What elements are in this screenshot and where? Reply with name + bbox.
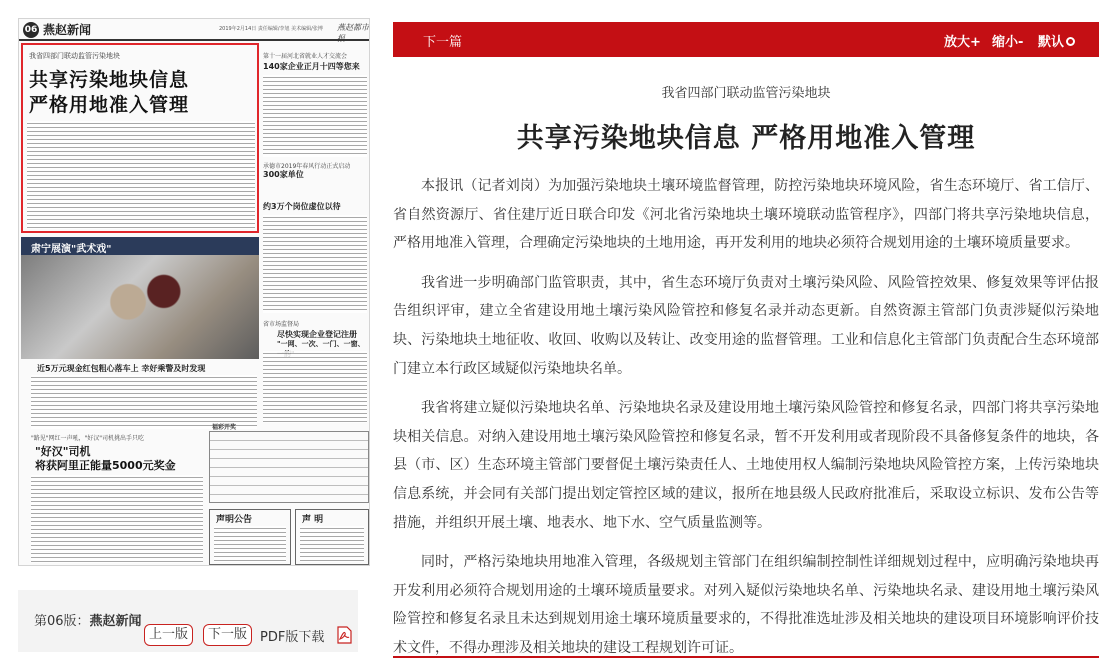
date-line: 2019年2月14日 责任编辑/李旭 美术编辑/张博 — [219, 26, 323, 32]
story-headline-1[interactable]: 近5万元现金红包粗心落车上 幸好乘警及时发现 — [37, 364, 206, 373]
notice-left-title: 声明公告 — [216, 515, 253, 525]
opera-banner[interactable] — [21, 237, 259, 255]
pdf-icon[interactable] — [336, 626, 352, 644]
notice-box-left[interactable] — [209, 509, 291, 565]
next-article-link[interactable]: 下一篇 — [423, 35, 463, 50]
article-headline: 共享污染地块信息 严格用地准入管理 — [516, 123, 976, 154]
right-col-kicker-2[interactable]: 承德市2019年春风行动正式启动 — [263, 163, 351, 170]
mid-headline[interactable]: 尽快实现企业登记注册 — [277, 330, 357, 339]
edition-prefix: 第06版： — [34, 614, 90, 629]
article-toolbar — [393, 22, 1099, 57]
story-text-2 — [31, 475, 203, 563]
article-paragraph-1: 本报讯（记者刘岗）为加强污染地块土壤环境监督管理，防控污染地块环境风险，省生态环境厅、省工信厅、省自然资源厅、省住建厅近日联合印发《河北省污染地块土壤环境联动监管程序》，四部门将共享污染地块信息，严格用地准入管理，合理确定污染地块的土地用途，再开发利用的地块必须符合规划用途的土壤环境质量要求。 — [393, 178, 1099, 252]
paper-logo: 燕赵都市报 — [337, 23, 369, 43]
story-headline-2[interactable]: "好汉"司机 — [35, 445, 91, 458]
notice-box-right[interactable] — [295, 509, 369, 565]
page-number-badge: 06 — [23, 22, 39, 38]
bottom-divider — [393, 656, 1099, 658]
section-name: 燕赵新闻 — [43, 23, 92, 37]
right-col-text — [263, 75, 367, 157]
article-kicker: 我省四部门联动监管污染地块 — [661, 86, 831, 101]
zoom-in-button[interactable]: 放大+ — [944, 35, 981, 50]
edition-label — [34, 610, 142, 629]
edition-nav — [18, 590, 358, 652]
mid-subheadline[interactable]: "一网、一次、一门、一窗、 — [277, 340, 365, 348]
article-paragraph-4: 同时，严格污染地块用地准入管理，各级规划主管部门在组织编制控制性详细规划过程中，应明确污染地块再开发利用必须符合规划用途的土壤环境质量要求。对列入疑似污染地块名单、污染地块名录、建设用地土壤污染风险管控和修复名录且未达到规划用途土壤环境质量要求的，不得批准选址涉及相关地块的建设项目环境影响评价技术文件，不得办理涉及相关地块的建设工程规划许可证。 — [393, 554, 1099, 656]
opera-photo[interactable] — [21, 255, 259, 359]
prev-page-button[interactable]: 上一版 — [144, 624, 193, 646]
article-paragraph-3: 我省将建立疑似污染地块名单、污染地块名录及建设用地土壤污染风险管控和修复名录，四部门将共享污染地块相关信息。对纳入建设用地土壤污染风险管控和修复名录，暂不开发利用或者现阶段不具备修复条件的地块，各县（市、区）生态环境主管部门要督促土壤污染责任人、土地使用权人编制污染地块风险管控方案，上传污染地块信息系统，并会同有关部门提出划定管控区域的建议，报所在地县级人民政府批准后，采取设立标识、发布公告等措施，并组织开展土壤、地表水、地下水、空气质量监测等。 — [393, 400, 1099, 531]
lead-article-highlight[interactable] — [21, 43, 259, 233]
lead-title-line1: 共享污染地块信息 — [29, 69, 190, 91]
lottery-table-title: 福彩开奖 — [212, 424, 237, 431]
default-size-button[interactable] — [1038, 31, 1075, 50]
article-paragraph-2: 我省进一步明确部门监管职责，其中，省生态环境厅负责对土壤污染风险、风险管控效果、修复效果等评估报告组织评审，建立全省建设用地土壤污染风险管控和修复名录并动态更新。自然资源主管部门负责涉疑似污染地块、污染地块土地征收、收回、收购以及转让、改变用途的监督管理。工业和信息化主管部门负责配合生态环境部门建立本行政区域疑似污染地块名单。 — [393, 274, 1099, 377]
lottery-table[interactable] — [209, 424, 369, 503]
right-col-headline-3[interactable]: 约3万个岗位虚位以待 — [263, 202, 341, 211]
story-text-1 — [31, 375, 257, 429]
paper-header — [19, 19, 370, 41]
opera-title: 肃宁展演"武术戏" — [31, 244, 112, 255]
zoom-out-button[interactable]: 缩小- — [992, 35, 1024, 50]
notice-right-text — [300, 526, 364, 562]
right-col-headline-2[interactable]: 300家单位 — [263, 170, 304, 179]
lead-subtitle: 我省四部门联动监管污染地块 — [29, 52, 120, 60]
next-page-button[interactable]: 下一版 — [203, 624, 252, 646]
article-body — [393, 172, 1099, 660]
right-col-headline[interactable]: 140家企业正月十四等您来 — [263, 62, 360, 71]
right-col-kicker[interactable]: 第十一届河北省就业人才交流会 — [263, 53, 348, 60]
default-size-label: 默认 — [1038, 35, 1065, 50]
mid-text — [263, 351, 367, 423]
edition-name: 燕赵新闻 — [89, 614, 142, 629]
pdf-download-link[interactable]: PDF版下载 — [260, 630, 325, 645]
lead-title-line2: 严格用地准入管理 — [29, 94, 190, 116]
right-col-text-2 — [263, 215, 367, 313]
circle-icon — [1066, 37, 1075, 46]
lead-body-text — [27, 121, 255, 229]
notice-left-text — [214, 526, 286, 562]
newspaper-page-thumbnail[interactable] — [18, 18, 370, 566]
story-kicker-2[interactable]: "路见"网红一声吼，"好汉"司机挑出手只吃 — [31, 435, 145, 442]
story-headline-3[interactable]: 将获阿里正能量5000元奖金 — [35, 459, 176, 472]
notice-right-title: 声 明 — [302, 515, 324, 525]
mid-kicker[interactable]: 省市场监督局 — [263, 321, 300, 328]
